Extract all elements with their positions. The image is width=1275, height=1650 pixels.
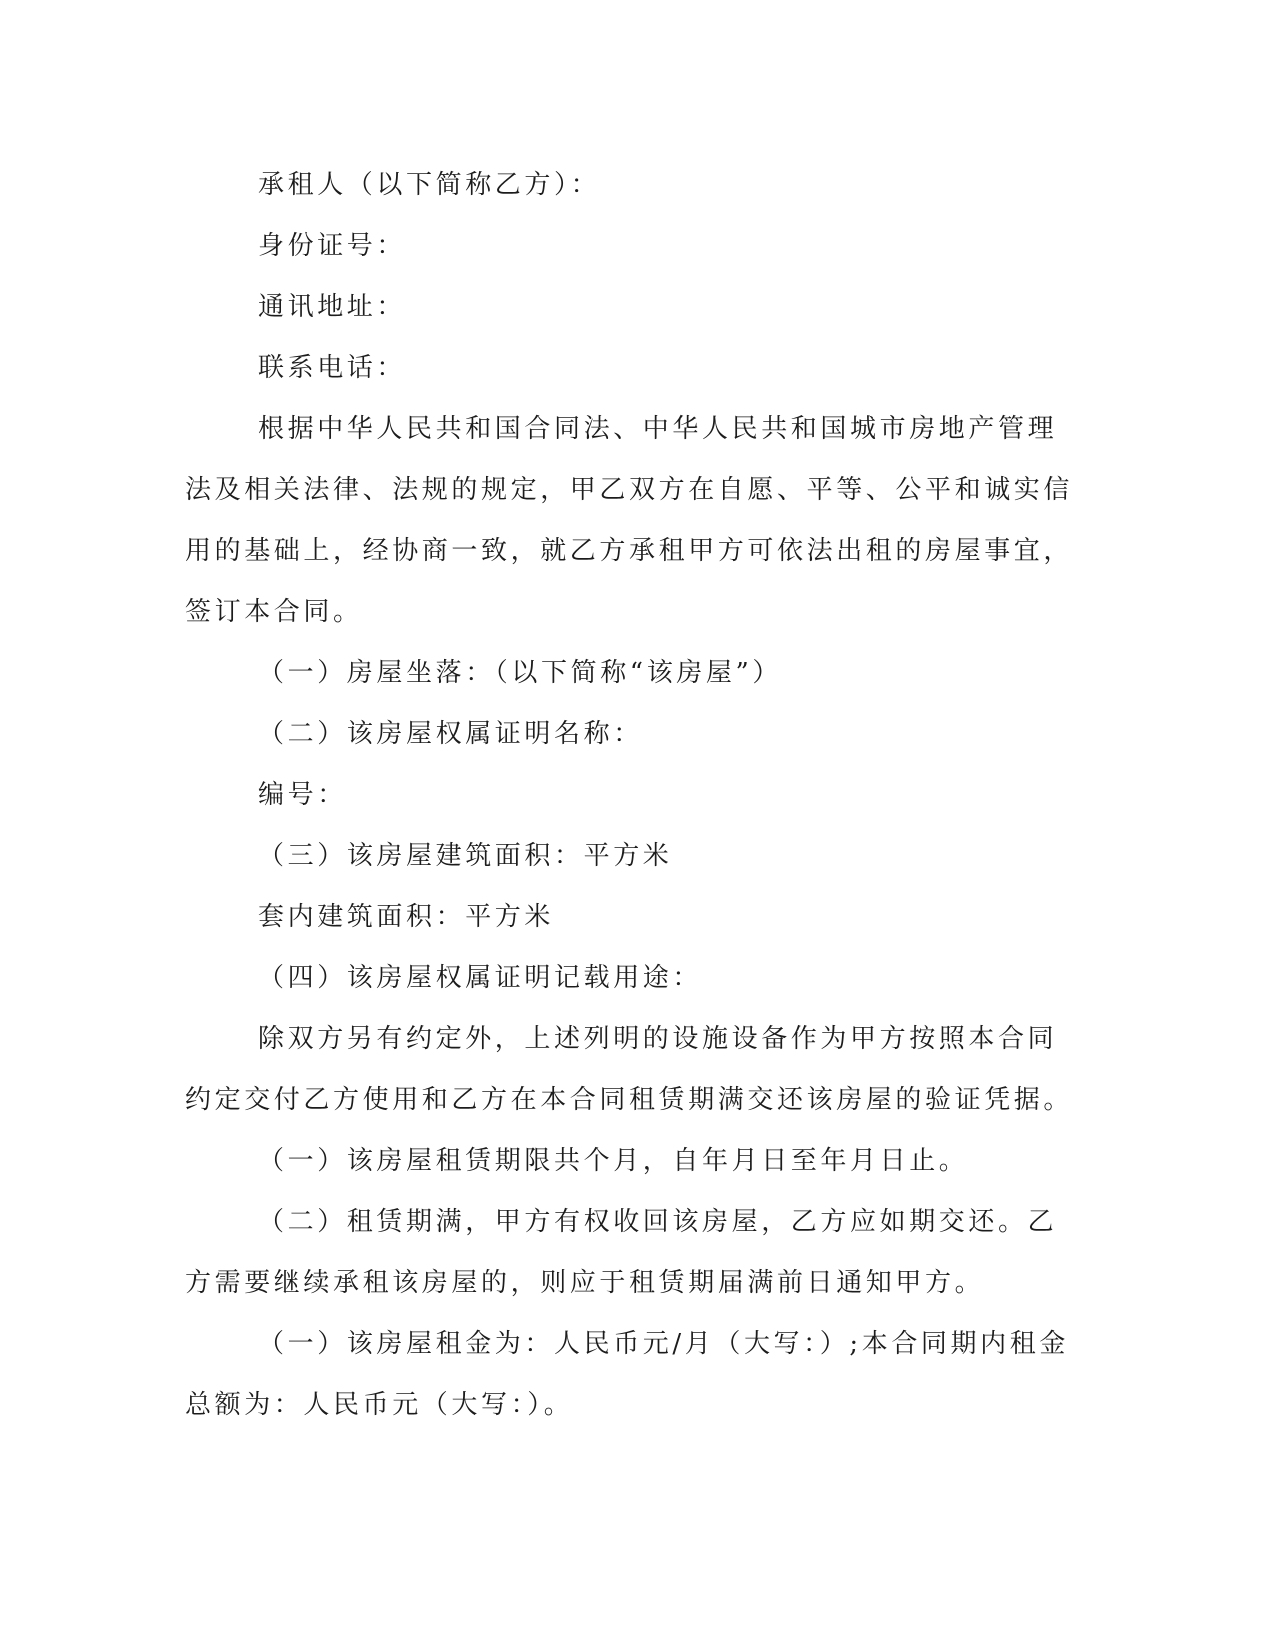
paragraph-id-number: 身份证号： bbox=[258, 231, 407, 261]
paragraph-interior-area: 套内建筑面积：平方米 bbox=[258, 902, 555, 932]
paragraph-lease-term: （一）该房屋租赁期限共个月，自年月日至年月日止。 bbox=[258, 1146, 969, 1176]
paragraph-lease-expiry: （二）租赁期满，甲方有权收回该房屋，乙方应如期交还。乙方需要继续承租该房屋的，则应于租赁期届满前日通知甲方。 bbox=[185, 1207, 1058, 1298]
paragraph-rent: （一）该房屋租金为：人民币元/月（大写：）;本合同期内租金总额为：人民币元（大写：）。 bbox=[185, 1329, 1069, 1420]
paragraph-property-location: （一）房屋坐落：（以下简称“该房屋”） bbox=[258, 658, 782, 688]
paragraph-lessee: 承租人（以下简称乙方）： bbox=[258, 170, 601, 200]
paragraph-facilities: 除双方另有约定外，上述列明的设施设备作为甲方按照本合同约定交付乙方使用和乙方在本合同租赁期满交还该房屋的验证凭据。 bbox=[185, 1024, 1074, 1115]
paragraph-recorded-use: （四）该房屋权属证明记载用途： bbox=[258, 963, 703, 993]
paragraph-certificate-number: 编号： bbox=[258, 780, 347, 810]
contract-body bbox=[185, 155, 1085, 1436]
paragraph-ownership-certificate: （二）该房屋权属证明名称： bbox=[258, 719, 643, 749]
paragraph-legal-basis: 根据中华人民共和国合同法、中华人民共和国城市房地产管理法及相关法律、法规的规定，甲乙双方在自愿、平等、公平和诚实信用的基础上，经协商一致，就乙方承租甲方可依法出租的房屋事宜，签订本合同。 bbox=[185, 414, 1074, 627]
paragraph-building-area: （三）该房屋建筑面积：平方米 bbox=[258, 841, 673, 871]
paragraph-address: 通讯地址： bbox=[258, 292, 407, 322]
paragraph-phone: 联系电话： bbox=[258, 353, 407, 383]
